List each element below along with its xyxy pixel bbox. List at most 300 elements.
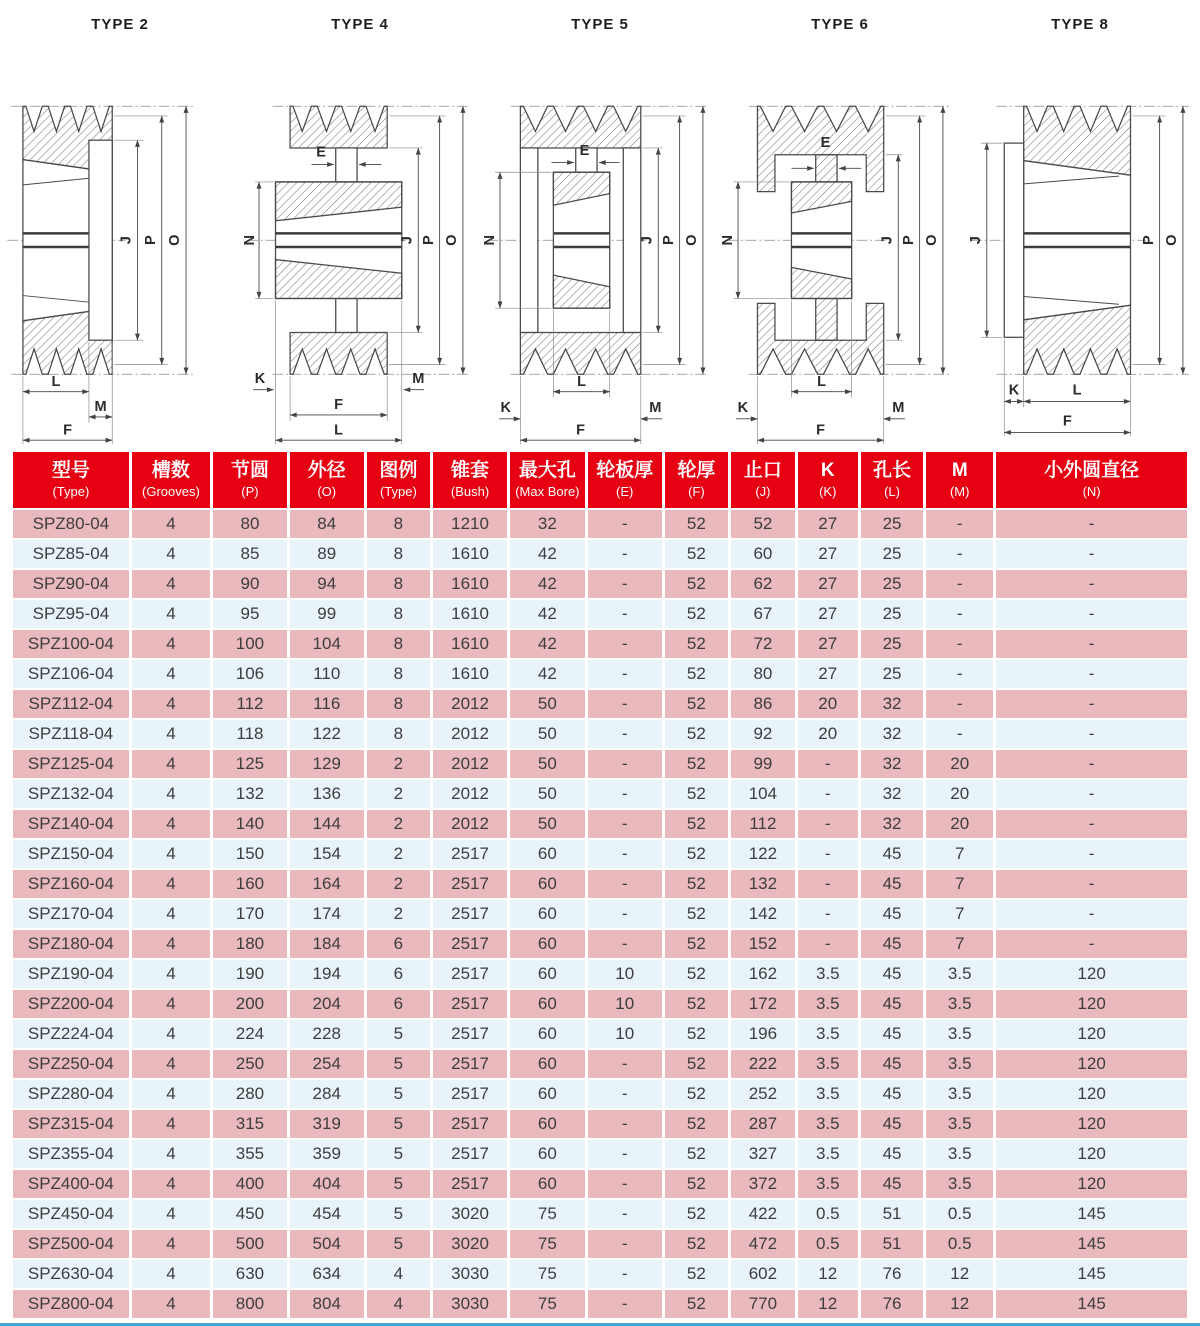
spec-table-wrap <box>0 448 1200 1323</box>
table-cell: 228 <box>290 1020 364 1048</box>
table-cell: 8 <box>367 660 431 688</box>
column-header-zh: 小外圆直径 <box>1044 460 1140 481</box>
table-cell: 8 <box>367 570 431 598</box>
table-cell: 120 <box>996 1110 1187 1138</box>
table-cell: 52 <box>665 960 729 988</box>
table-cell: 372 <box>731 1170 795 1198</box>
column-header-zh: 锥套 <box>451 460 490 481</box>
table-cell: 0.5 <box>798 1230 858 1258</box>
table-cell: 2 <box>367 870 431 898</box>
table-row <box>13 870 1187 898</box>
table-row <box>13 1260 1187 1288</box>
table-cell: 50 <box>510 810 585 838</box>
table-cell: 52 <box>665 900 729 928</box>
pulley-drawing-type-8 <box>960 46 1200 448</box>
pulley-drawing-type-2 <box>0 46 240 448</box>
table-row <box>13 1050 1187 1078</box>
table-cell: 4 <box>132 870 210 898</box>
diagram-title: TYPE 2 <box>91 16 149 33</box>
table-cell: SPZ800-04 <box>13 1290 129 1318</box>
table-cell: 4 <box>132 990 210 1018</box>
table-cell: SPZ224-04 <box>13 1020 129 1048</box>
table-cell: 129 <box>290 750 364 778</box>
table-cell: 630 <box>213 1260 287 1288</box>
column-header <box>861 452 923 508</box>
table-cell: 4 <box>132 1290 210 1318</box>
column-header-en: (Grooves) <box>142 483 200 499</box>
column-header <box>798 452 858 508</box>
table-cell: SPZ106-04 <box>13 660 129 688</box>
table-cell: 4 <box>132 780 210 808</box>
table-cell: 25 <box>861 510 923 538</box>
table-row <box>13 1200 1187 1228</box>
table-cell: 280 <box>213 1080 287 1108</box>
table-cell: 6 <box>367 990 431 1018</box>
table-cell: 94 <box>290 570 364 598</box>
table-cell: - <box>798 780 858 808</box>
table-cell: 634 <box>290 1260 364 1288</box>
table-cell: SPZ112-04 <box>13 690 129 718</box>
table-cell: 162 <box>731 960 795 988</box>
table-cell: 3.5 <box>926 1110 993 1138</box>
table-cell: 110 <box>290 660 364 688</box>
dim-label-k: K <box>1008 382 1020 399</box>
table-cell: 67 <box>731 600 795 628</box>
table-cell: 27 <box>798 600 858 628</box>
pulley-drawing-type-6 <box>720 46 960 448</box>
column-header-zh: 最大孔 <box>518 460 576 481</box>
table-cell: 184 <box>290 930 364 958</box>
table-cell: 2517 <box>433 930 507 958</box>
table-cell: - <box>926 600 993 628</box>
table-cell: SPZ95-04 <box>13 600 129 628</box>
table-row <box>13 1230 1187 1258</box>
table-cell: 3.5 <box>798 1110 858 1138</box>
table-cell: 32 <box>861 750 923 778</box>
table-cell: 52 <box>665 990 729 1018</box>
column-header-zh: 节圆 <box>230 460 269 481</box>
table-cell: 60 <box>510 1020 585 1048</box>
table-cell: 3.5 <box>926 1080 993 1108</box>
table-cell: 52 <box>665 1140 729 1168</box>
table-cell: SPZ400-04 <box>13 1170 129 1198</box>
table-cell: 132 <box>731 870 795 898</box>
dim-label-o: O <box>1164 234 1181 246</box>
table-cell: 52 <box>665 870 729 898</box>
table-cell: 2012 <box>433 720 507 748</box>
table-cell: 27 <box>798 660 858 688</box>
table-cell: 52 <box>665 1200 729 1228</box>
table-cell: 60 <box>510 990 585 1018</box>
table-cell: 4 <box>132 1050 210 1078</box>
table-cell: - <box>996 750 1187 778</box>
table-cell: 60 <box>510 960 585 988</box>
table-row <box>13 780 1187 808</box>
table-cell: 2517 <box>433 1170 507 1198</box>
table-cell: 52 <box>665 1050 729 1078</box>
table-cell: 120 <box>996 1170 1187 1198</box>
table-cell: - <box>588 570 662 598</box>
dim-label-l: L <box>577 373 586 390</box>
table-cell: 25 <box>861 570 923 598</box>
spec-table-body <box>13 510 1187 1318</box>
table-cell: 75 <box>510 1260 585 1288</box>
dim-label-f: F <box>63 422 73 439</box>
table-cell: 20 <box>926 750 993 778</box>
table-cell: 120 <box>996 1020 1187 1048</box>
table-cell: 2517 <box>433 840 507 868</box>
dim-label-e: E <box>579 142 590 159</box>
table-cell: 20 <box>798 720 858 748</box>
dim-label-n: N <box>482 234 499 246</box>
table-cell: 3.5 <box>926 1170 993 1198</box>
table-cell: 6 <box>367 930 431 958</box>
table-cell: - <box>588 1230 662 1258</box>
table-cell: - <box>588 1200 662 1228</box>
table-cell: 800 <box>213 1290 287 1318</box>
table-cell: 2 <box>367 780 431 808</box>
table-cell: 86 <box>731 690 795 718</box>
table-cell: - <box>588 720 662 748</box>
table-cell: 52 <box>665 780 729 808</box>
table-cell: 104 <box>731 780 795 808</box>
table-cell: - <box>588 930 662 958</box>
table-cell: - <box>926 510 993 538</box>
column-header-zh: K <box>820 460 835 481</box>
table-cell: 112 <box>213 690 287 718</box>
table-cell: 3.5 <box>798 1140 858 1168</box>
table-cell: 2517 <box>433 990 507 1018</box>
table-cell: 45 <box>861 1050 923 1078</box>
diagram-title: TYPE 5 <box>571 16 629 33</box>
column-header <box>510 452 585 508</box>
table-cell: 12 <box>798 1260 858 1288</box>
column-header <box>926 452 993 508</box>
table-cell: 3020 <box>433 1200 507 1228</box>
column-header <box>731 452 795 508</box>
table-cell: 52 <box>665 1170 729 1198</box>
table-cell: 106 <box>213 660 287 688</box>
table-cell: 52 <box>665 930 729 958</box>
table-cell: 45 <box>861 1140 923 1168</box>
table-cell: 7 <box>926 870 993 898</box>
table-cell: 145 <box>996 1290 1187 1318</box>
table-cell: 2 <box>367 900 431 928</box>
table-cell: 5 <box>367 1080 431 1108</box>
table-row <box>13 840 1187 868</box>
table-cell: 45 <box>861 930 923 958</box>
table-cell: 3020 <box>433 1230 507 1258</box>
table-cell: 10 <box>588 990 662 1018</box>
table-cell: - <box>588 870 662 898</box>
table-cell: 150 <box>213 840 287 868</box>
table-cell: SPZ450-04 <box>13 1200 129 1228</box>
table-cell: 5 <box>367 1140 431 1168</box>
table-cell: - <box>926 540 993 568</box>
table-cell: 51 <box>861 1200 923 1228</box>
table-cell: - <box>588 540 662 568</box>
table-cell: 136 <box>290 780 364 808</box>
table-cell: 2517 <box>433 960 507 988</box>
dim-label-j: J <box>399 236 416 245</box>
table-row <box>13 510 1187 538</box>
table-cell: 89 <box>290 540 364 568</box>
table-cell: 60 <box>510 1080 585 1108</box>
table-cell: 1610 <box>433 600 507 628</box>
table-cell: - <box>588 600 662 628</box>
table-cell: 20 <box>798 690 858 718</box>
table-cell: - <box>588 660 662 688</box>
table-cell: 45 <box>861 990 923 1018</box>
table-cell: 4 <box>132 570 210 598</box>
table-cell: 20 <box>926 780 993 808</box>
table-cell: 5 <box>367 1110 431 1138</box>
table-cell: 52 <box>665 1260 729 1288</box>
table-cell: 770 <box>731 1290 795 1318</box>
table-cell: - <box>588 510 662 538</box>
table-cell: - <box>588 1140 662 1168</box>
table-cell: 45 <box>861 840 923 868</box>
table-cell: 1610 <box>433 540 507 568</box>
table-cell: - <box>996 930 1187 958</box>
table-row <box>13 1170 1187 1198</box>
table-cell: 12 <box>798 1290 858 1318</box>
column-header <box>213 452 287 508</box>
table-cell: 120 <box>996 990 1187 1018</box>
dim-label-f: F <box>1062 413 1072 430</box>
table-cell: 7 <box>926 930 993 958</box>
table-cell: 3.5 <box>798 1080 858 1108</box>
table-cell: 2517 <box>433 1110 507 1138</box>
table-cell: 120 <box>996 1080 1187 1108</box>
table-cell: 120 <box>996 960 1187 988</box>
table-cell: - <box>996 780 1187 808</box>
table-cell: 42 <box>510 630 585 658</box>
table-cell: 3.5 <box>798 960 858 988</box>
table-cell: 152 <box>731 930 795 958</box>
table-cell: 3.5 <box>926 1020 993 1048</box>
table-cell: 122 <box>731 840 795 868</box>
dim-label-l: L <box>817 373 826 390</box>
dim-label-m: M <box>94 399 107 416</box>
table-cell: 145 <box>996 1200 1187 1228</box>
table-row <box>13 810 1187 838</box>
table-cell: 5 <box>367 1170 431 1198</box>
column-header-en: (E) <box>616 483 634 499</box>
table-cell: - <box>996 540 1187 568</box>
table-cell: 52 <box>665 690 729 718</box>
table-cell: 52 <box>665 1290 729 1318</box>
table-cell: 60 <box>510 870 585 898</box>
table-row <box>13 570 1187 598</box>
dim-label-j: J <box>639 236 656 245</box>
table-cell: SPZ180-04 <box>13 930 129 958</box>
table-cell: 27 <box>798 510 858 538</box>
table-cell: 27 <box>798 570 858 598</box>
diagram-type-6 <box>720 0 960 448</box>
table-cell: 52 <box>665 1020 729 1048</box>
table-cell: 116 <box>290 690 364 718</box>
table-cell: 2517 <box>433 1140 507 1168</box>
table-cell: SPZ315-04 <box>13 1110 129 1138</box>
table-cell: 3.5 <box>926 1140 993 1168</box>
table-cell: 404 <box>290 1170 364 1198</box>
table-cell: - <box>588 900 662 928</box>
table-cell: 45 <box>861 900 923 928</box>
table-cell: 5 <box>367 1020 431 1048</box>
dim-label-j: J <box>879 236 896 245</box>
dim-label-j: J <box>118 236 135 245</box>
table-cell: 4 <box>132 1080 210 1108</box>
table-cell: 118 <box>213 720 287 748</box>
table-cell: 25 <box>861 630 923 658</box>
table-cell: 8 <box>367 540 431 568</box>
table-cell: 400 <box>213 1170 287 1198</box>
table-cell: 500 <box>213 1230 287 1258</box>
table-row <box>13 990 1187 1018</box>
table-cell: 60 <box>731 540 795 568</box>
table-cell: 20 <box>926 810 993 838</box>
table-cell: 4 <box>132 630 210 658</box>
table-cell: SPZ250-04 <box>13 1050 129 1078</box>
table-cell: 120 <box>996 1050 1187 1078</box>
table-cell: 4 <box>132 510 210 538</box>
table-cell: - <box>996 840 1187 868</box>
table-cell: 104 <box>290 630 364 658</box>
dim-label-l: L <box>334 422 344 439</box>
dim-label-p: P <box>660 235 677 246</box>
table-cell: 12 <box>926 1260 993 1288</box>
column-header <box>367 452 431 508</box>
table-cell: - <box>588 1050 662 1078</box>
table-cell: 27 <box>798 540 858 568</box>
table-cell: SPZ100-04 <box>13 630 129 658</box>
table-cell: 145 <box>996 1230 1187 1258</box>
table-cell: SPZ90-04 <box>13 570 129 598</box>
table-cell: 76 <box>861 1260 923 1288</box>
header-row <box>13 452 1187 508</box>
table-cell: 1610 <box>433 570 507 598</box>
table-row <box>13 1290 1187 1318</box>
table-cell: - <box>996 690 1187 718</box>
dim-label-p: P <box>900 235 917 246</box>
table-cell: 52 <box>665 540 729 568</box>
table-cell: 4 <box>132 690 210 718</box>
table-cell: 75 <box>510 1230 585 1258</box>
table-cell: 1610 <box>433 660 507 688</box>
table-cell: 4 <box>132 1140 210 1168</box>
table-cell: - <box>798 750 858 778</box>
table-cell: 25 <box>861 660 923 688</box>
table-cell: 8 <box>367 630 431 658</box>
dim-label-p: P <box>142 235 159 246</box>
table-cell: 42 <box>510 540 585 568</box>
table-cell: 0.5 <box>926 1230 993 1258</box>
table-cell: 3.5 <box>798 990 858 1018</box>
table-cell: 60 <box>510 930 585 958</box>
column-header-zh: 轮板厚 <box>596 460 654 481</box>
table-cell: 252 <box>731 1080 795 1108</box>
table-cell: 200 <box>213 990 287 1018</box>
dim-label-p: P <box>1140 235 1157 246</box>
table-cell: - <box>588 810 662 838</box>
table-cell: - <box>798 840 858 868</box>
column-header-en: (O) <box>317 483 337 499</box>
table-cell: SPZ118-04 <box>13 720 129 748</box>
column-header-zh: 外径 <box>307 460 346 481</box>
column-header-en: (Type) <box>52 483 90 499</box>
column-header-zh: 止口 <box>743 460 782 481</box>
table-cell: 72 <box>731 630 795 658</box>
diagram-title: TYPE 8 <box>1051 16 1109 33</box>
dim-label-k: K <box>500 400 512 417</box>
table-cell: 4 <box>132 840 210 868</box>
column-header-zh: 孔长 <box>873 460 912 481</box>
table-row <box>13 1080 1187 1108</box>
table-cell: 132 <box>213 780 287 808</box>
table-cell: 2 <box>367 810 431 838</box>
table-cell: 4 <box>132 1230 210 1258</box>
table-cell: 52 <box>731 510 795 538</box>
table-cell: - <box>588 750 662 778</box>
table-row <box>13 960 1187 988</box>
table-cell: 32 <box>861 810 923 838</box>
table-cell: 80 <box>213 510 287 538</box>
table-cell: SPZ125-04 <box>13 750 129 778</box>
table-cell: 2 <box>367 840 431 868</box>
dim-label-j: J <box>967 236 984 245</box>
column-header-zh: M <box>951 460 968 481</box>
table-cell: 52 <box>665 630 729 658</box>
table-cell: SPZ355-04 <box>13 1140 129 1168</box>
table-cell: 45 <box>861 870 923 898</box>
table-row <box>13 600 1187 628</box>
table-cell: 172 <box>731 990 795 1018</box>
column-header-zh: 槽数 <box>151 460 190 481</box>
table-cell: 327 <box>731 1140 795 1168</box>
table-cell: 194 <box>290 960 364 988</box>
table-cell: SPZ80-04 <box>13 510 129 538</box>
table-cell: 32 <box>510 510 585 538</box>
table-cell: 52 <box>665 510 729 538</box>
table-cell: - <box>588 690 662 718</box>
table-cell: 51 <box>861 1230 923 1258</box>
table-row <box>13 900 1187 928</box>
table-cell: 45 <box>861 1080 923 1108</box>
table-cell: - <box>996 570 1187 598</box>
table-cell: 8 <box>367 690 431 718</box>
column-header-en: (M) <box>949 483 970 499</box>
table-cell: 2517 <box>433 1080 507 1108</box>
table-cell: 2517 <box>433 1050 507 1078</box>
table-cell: - <box>588 840 662 868</box>
spec-table-head <box>13 452 1187 508</box>
table-cell: 472 <box>731 1230 795 1258</box>
table-cell: 52 <box>665 1080 729 1108</box>
table-cell: - <box>588 1080 662 1108</box>
dim-label-l: L <box>1072 382 1082 399</box>
table-row <box>13 540 1187 568</box>
table-cell: - <box>798 810 858 838</box>
table-row <box>13 660 1187 688</box>
table-cell: 4 <box>132 540 210 568</box>
table-row <box>13 630 1187 658</box>
dim-label-e: E <box>316 144 327 161</box>
table-cell: SPZ500-04 <box>13 1230 129 1258</box>
column-header-en: (N) <box>1082 483 1101 499</box>
table-cell: 76 <box>861 1290 923 1318</box>
table-cell: 42 <box>510 570 585 598</box>
